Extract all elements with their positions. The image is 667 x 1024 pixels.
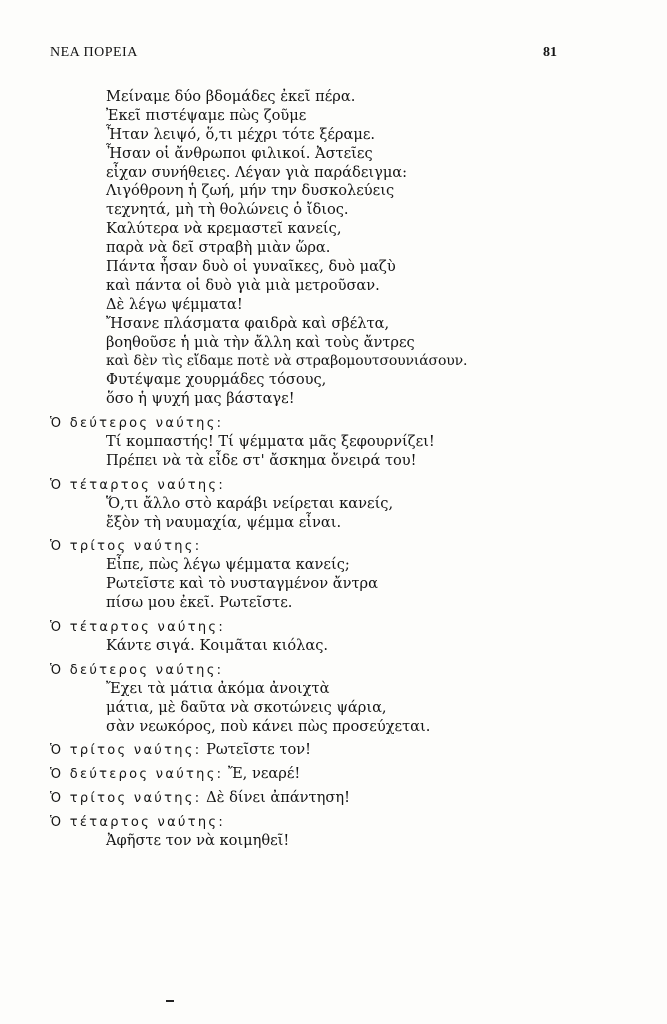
speech-third-sailor-2 (50, 741, 570, 760)
verse-line: Ἦταν λειψό, ὅ,τι μέχρι τότε ξέραμε. (106, 125, 376, 143)
inline-verse: Ρωτεῖστε τον! (206, 741, 311, 759)
verse-line: τεχνητά, μὴ τὴ θολώνεις ὁ ἴδιος. (106, 201, 349, 219)
verse-line: Φυτέψαμε χουρμάδες τόσους, (106, 371, 327, 389)
speaker-line (50, 476, 570, 495)
verse-line: Μείναμε δύο βδομάδες ἐκεῖ πέρα. (106, 88, 356, 105)
speaker-label: Ὁ τέταρτος ναύτης: (50, 815, 226, 831)
opening-stanza (50, 88, 570, 409)
verse-line: Ἀφῆστε τον νὰ κοιμηθεῖ! (106, 831, 290, 849)
verse-line: παρὰ νὰ δεῖ στραβὴ μιὰν ὥρα. (106, 239, 331, 257)
speech-second-sailor-3 (50, 765, 570, 784)
inline-verse: Ἔ, νεαρέ! (227, 765, 301, 783)
verse-line: Ὅ,τι ἄλλο στὸ καράβι νείρεται κανείς, (106, 494, 394, 512)
verse-line: καὶ πάντα οἱ δυὸ γιὰ μιὰ μετροῦσαν. (106, 276, 380, 294)
verse-line: Ρωτεῖστε καὶ τὸ νυσταγμένον ἄντρα (106, 575, 378, 593)
verse-line: Δὲ λέγω ψέμματα! (106, 295, 243, 313)
speaker-label: Ὁ τέταρτος ναύτης: (50, 477, 226, 493)
verse-line: καὶ δὲν τὶς εἴδαμε ποτὲ νὰ στραβομουτσουνιάσουν. (106, 353, 468, 370)
verse-line: Ἤσανε πλάσματα φαιδρὰ καὶ σβέλτα, (106, 314, 390, 332)
speech-fourth-sailor-3 (50, 813, 570, 851)
verse-line: πίσω μου ἐκεῖ. Ρωτεῖστε. (106, 594, 293, 612)
verse-line: Ἐκεῖ πιστέψαμε πὼς ζοῦμε (106, 106, 307, 124)
running-title: ΝΕΑ ΠΟΡΕΙΑ (50, 45, 138, 60)
page-number: 81 (543, 45, 557, 60)
speaker-line (50, 537, 570, 556)
speaker-label: Ὁ δεύτερος ναύτης: (50, 416, 224, 432)
verse-line: Ἦσαν οἱ ἄνθρωποι φιλικοί. Ἀστεῖες (106, 144, 373, 162)
speaker-label: Ὁ τρίτος ναύτης: (50, 791, 202, 807)
verse-line: σὰν νεωκόρος, ποὺ κάνει πὼς προσεύχεται. (106, 717, 431, 735)
verse-line: εἶχαν συνήθειες. Λέγαν γιὰ παράδειγμα: (106, 163, 408, 181)
verse-line: Κάντε σιγά. Κοιμᾶται κιόλας. (106, 636, 329, 654)
speaker-label: Ὁ τρίτος ναύτης: (50, 743, 202, 759)
verse-line: Τί κομπαστής! Τί ψέμματα μᾶς ξεφουρνίζει! (106, 433, 435, 451)
verse-line: Πρέπει νὰ τὰ εἶδε στ' ἄσκημα ὄνειρά του! (106, 451, 417, 469)
verse-line: μάτια, μὲ δαῦτα νὰ σκοτώνεις ψάρια, (106, 698, 387, 716)
verse-line: ἔξὸν τὴ ναυμαχία, ψέμμα εἶναι. (106, 513, 342, 531)
verse-line: Πάντα ἦσαν δυὸ οἱ γυναῖκες, δυὸ μαζὺ (106, 258, 396, 276)
speaker-line (50, 414, 570, 433)
poem-body (50, 88, 570, 851)
speaker-line (50, 813, 570, 832)
running-header (50, 45, 557, 65)
verse-line: βοηθοῦσε ἡ μιὰ τὴν ἄλλη καὶ τοὺς ἄντρες (106, 333, 415, 351)
speech-third-sailor-1 (50, 537, 570, 613)
inline-verse: Δὲ δίνει ἀπάντηση! (206, 789, 350, 807)
verse-line: ὅσο ἡ ψυχή μας βάσταγε! (106, 390, 295, 408)
speaker-label: Ὁ τρίτος ναύτης: (50, 539, 202, 555)
speech-fourth-sailor-2 (50, 618, 570, 656)
speaker-label: Ὁ δεύτερος ναύτης: (50, 662, 224, 678)
verse-line: Εἶπε, πὼς λέγω ψέμματα κανείς; (106, 556, 350, 574)
speaker-line (50, 661, 570, 680)
speech-third-sailor-3 (50, 789, 570, 808)
speech-second-sailor-1 (50, 414, 570, 471)
verse-line: Λιγόθρονη ἡ ζωή, μήν την δυσκολεύεις (106, 182, 395, 200)
speech-second-sailor-2 (50, 661, 570, 737)
verse-line: Καλύτερα νὰ κρεμαστεῖ κανείς, (106, 220, 342, 238)
speech-fourth-sailor-1 (50, 476, 570, 533)
speaker-label: Ὁ τέταρτος ναύτης: (50, 620, 226, 636)
print-mark (166, 1000, 174, 1002)
speaker-label: Ὁ δεύτερος ναύτης: (50, 767, 224, 783)
speaker-line (50, 618, 570, 637)
verse-line: Ἔχει τὰ μάτια ἀκόμα ἀνοιχτὰ (106, 679, 330, 697)
